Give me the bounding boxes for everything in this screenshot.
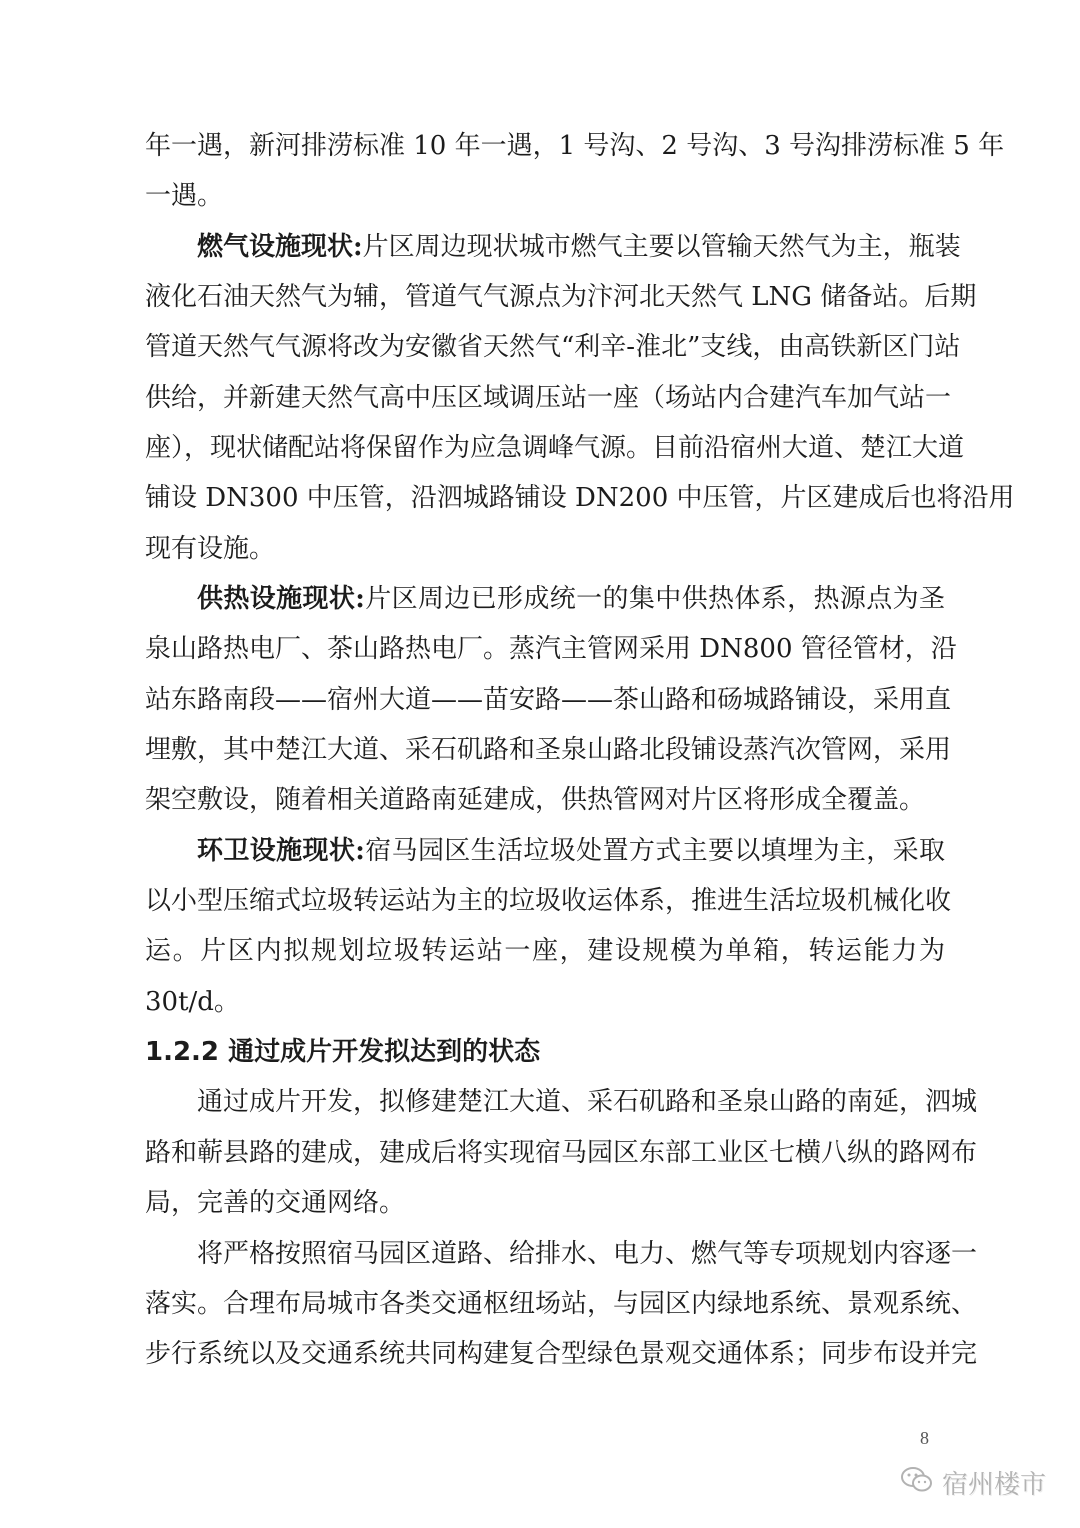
text-line: 供给，并新建天然气高中压区域调压站一座（场站内合建汽车加气站一: [145, 383, 952, 413]
label-sanitation: 环卫设施现状:: [197, 836, 365, 866]
watermark: [900, 1460, 1046, 1504]
wechat-icon: [900, 1465, 934, 1499]
text-line: 将严格按照宿马园区道路、给排水、电力、燃气等专项规划内容逐一: [197, 1239, 978, 1269]
text-line: 宿马园区生活垃圾处置方式主要以填埋为主，采取: [364, 836, 945, 866]
text-line: 年一遇，新河排涝标准 10 年一遇，1 号沟、2 号沟、3 号沟排涝标准 5 年: [145, 131, 1005, 161]
text-line: 运。片区内拟规划垃圾转运站一座，建设规模为单箱，转运能力为: [145, 936, 945, 966]
text-line: 一遇。: [145, 181, 224, 211]
text-line: 座），现状储配站将保留作为应急调峰气源。目前沿宿州大道、楚江大道: [145, 433, 965, 463]
text-line: 落实。合理布局城市各类交通枢纽场站，与园区内绿地系统、景观系统、: [145, 1289, 978, 1319]
text-line: 现有设施。: [145, 534, 276, 564]
text-line: 局，完善的交通网络。: [145, 1188, 406, 1218]
section-heading: 1.2.2 通过成片开发拟达到的状态: [145, 1037, 541, 1067]
text-line: 步行系统以及交通系统共同构建复合型绿色景观交通体系；同步布设并完: [145, 1339, 978, 1369]
paragraph-sanitation-first-line: [197, 833, 945, 869]
text-line: 片区周边已形成统一的集中供热体系，热源点为圣: [364, 584, 945, 614]
text-line: 液化石油天然气为辅，管道气气源点为汴河北天然气 LNG 储备站。后期: [145, 282, 977, 312]
label-gas: 燃气设施现状:: [197, 232, 363, 262]
label-heat: 供热设施现状:: [197, 584, 365, 614]
text-line: 以小型压缩式垃圾转运站为主的垃圾收运体系，推进生活垃圾机械化收: [145, 886, 952, 916]
paragraph-gas-first-line: [197, 229, 961, 265]
paragraph-heat-first-line: [197, 581, 945, 617]
text-line: 30t/d。: [145, 987, 240, 1017]
watermark-text: 宿州楼市: [942, 1469, 1047, 1500]
text-line: 架空敷设，随着相关道路南延建成，供热管网对片区将形成全覆盖。: [145, 785, 926, 815]
text-line: 泉山路热电厂、茶山路热电厂。蒸汽主管网采用 DN800 管径管材，沿: [145, 634, 957, 664]
text-line: 铺设 DN300 中压管，沿泗城路铺设 DN200 中压管，片区建成后也将沿用: [145, 483, 1015, 513]
page-number: 8: [920, 1428, 929, 1448]
text-line: 管道天然气气源将改为安徽省天然气“利辛-淮北”支线，由高铁新区门站: [145, 332, 961, 362]
text-line: 站东路南段——宿州大道——苗安路——茶山路和砀城路铺设，采用直: [145, 685, 952, 715]
text-line: 片区周边现状城市燃气主要以管输天然气为主，瓶装: [362, 232, 961, 262]
text-line: 埋敷，其中楚江大道、采石矶路和圣泉山路北段铺设蒸汽次管网，采用: [145, 735, 952, 765]
text-line: 路和蕲县路的建成，建成后将实现宿马园区东部工业区七横八纵的路网布: [145, 1138, 978, 1168]
text-line: 通过成片开发，拟修建楚江大道、采石矶路和圣泉山路的南延，泗城: [197, 1087, 978, 1117]
